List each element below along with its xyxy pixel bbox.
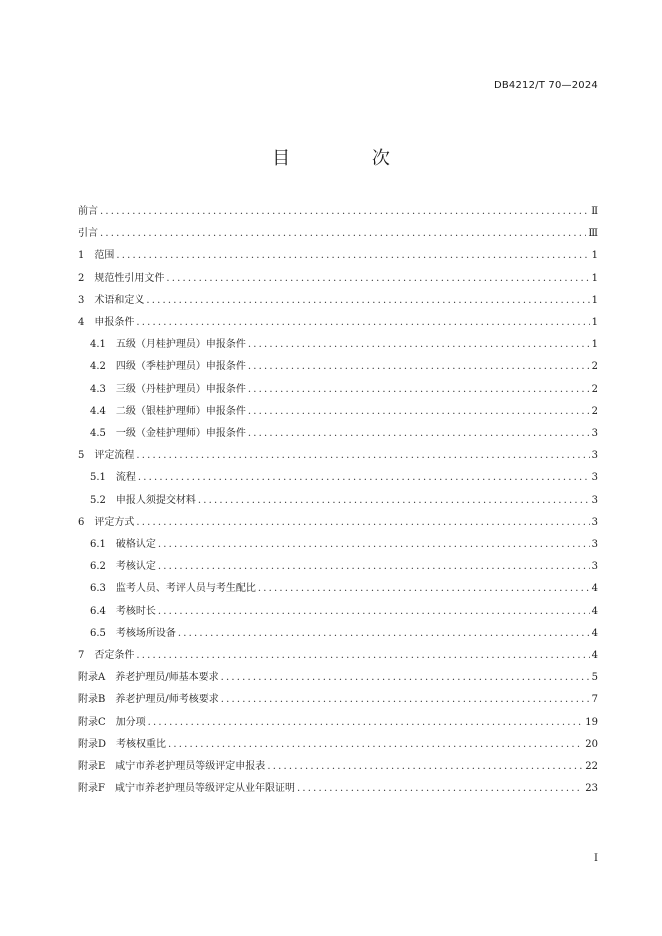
toc-entry[interactable]: [78, 447, 598, 463]
toc-entry-label: 4 申报条件: [78, 317, 135, 328]
toc-entry-label: 1 范围: [78, 250, 115, 262]
toc-entry-label: 4.3 三级（丹桂护理员）申报条件: [90, 383, 246, 395]
toc-entry[interactable]: [78, 314, 598, 330]
toc-entry-page: 1: [591, 272, 598, 284]
toc-entry-label: 附录B 养老护理员/师考核要求: [78, 694, 219, 706]
toc-entry-page: 4: [591, 627, 598, 639]
toc-entry-page: 3: [591, 428, 598, 439]
toc-entry-label: 6.3 监考人员、考评人员与考生配比: [90, 583, 256, 595]
page-title: 目 次: [272, 148, 428, 169]
toc-dot-leader: [248, 383, 590, 397]
toc-entry-page: 4: [591, 583, 598, 595]
toc-dot-leader: [248, 405, 590, 419]
toc-dot-leader: [158, 605, 590, 619]
toc-dot-leader: [100, 227, 586, 241]
toc-entry[interactable]: [78, 647, 598, 663]
document-code: DB4212/T 70—2024: [493, 80, 598, 91]
toc-entry-label: 4.5 一级（金桂护理师）申报条件: [90, 428, 246, 439]
toc-entry[interactable]: [90, 469, 598, 485]
toc-entry[interactable]: [78, 247, 598, 263]
toc-entry-page: 3: [591, 472, 598, 484]
toc-dot-leader: [178, 627, 590, 641]
toc-entry[interactable]: [78, 292, 598, 308]
toc-entry[interactable]: [90, 558, 598, 574]
toc-entry-page: 3: [591, 561, 598, 573]
toc-entry[interactable]: [78, 780, 598, 796]
toc-dot-leader: [158, 560, 590, 574]
toc-entry-page: 1: [591, 294, 598, 306]
toc-entry[interactable]: [90, 625, 598, 641]
toc-dot-leader: [221, 671, 590, 685]
toc-entry-label: 4.2 四级（季桂护理员）申报条件: [90, 361, 246, 373]
toc-entry-label: 前言: [78, 206, 98, 217]
toc-entry[interactable]: [78, 514, 598, 530]
toc-entry[interactable]: [90, 580, 598, 596]
toc-entry[interactable]: [90, 336, 598, 352]
toc-entry-page: 5: [591, 672, 598, 684]
toc-entry-label: 附录E 咸宁市养老护理员等级评定申报表: [78, 761, 266, 772]
toc-dot-leader: [267, 760, 583, 774]
toc-entry[interactable]: [78, 669, 598, 685]
toc-entry-label: 6.1 破格认定: [90, 539, 156, 550]
toc-dot-leader: [198, 494, 590, 508]
toc-dot-leader: [136, 449, 589, 463]
toc-entry-page: 23: [585, 783, 598, 795]
toc-dot-leader: [116, 249, 589, 263]
toc-entry-page: 22: [585, 761, 598, 772]
toc-entry-label: 7 否定条件: [78, 650, 135, 661]
toc-entry[interactable]: [90, 492, 598, 508]
toc-entry-label: 6.5 考核场所设备: [90, 627, 176, 639]
toc-dot-leader: [136, 316, 589, 330]
toc-entry-label: 6 评定方式: [78, 516, 135, 528]
toc-entry-page: 1: [591, 339, 598, 351]
toc-entry[interactable]: [78, 203, 598, 219]
toc-entry[interactable]: [78, 270, 598, 286]
toc-entry-label: 6.2 考核认定: [90, 561, 156, 573]
toc-entry-label: 附录F 咸宁市养老护理员等级评定从业年限证明: [78, 783, 295, 795]
toc-entry-label: 引言: [78, 228, 98, 240]
toc-entry-page: 4: [591, 605, 598, 617]
toc-entry-label: 6.4 考核时长: [90, 605, 156, 617]
toc-dot-leader: [146, 294, 589, 308]
toc-dot-leader: [168, 738, 583, 752]
toc-entry-page: Ⅲ: [588, 228, 598, 240]
toc-entry-page: 19: [585, 716, 598, 728]
toc-entry-label: 5.1 流程: [90, 472, 136, 484]
toc-entry-page: 3: [591, 494, 598, 506]
toc-dot-leader: [136, 516, 589, 530]
toc-entry-page: 1: [591, 317, 598, 328]
toc-entry-page: 4: [591, 650, 598, 661]
toc-entry-label: 5 评定流程: [78, 450, 135, 462]
toc-entry-label: 附录A 养老护理员/师基本要求: [78, 672, 219, 684]
toc-entry[interactable]: [78, 225, 598, 241]
toc-entry-label: 5.2 申报人须提交材料: [90, 494, 196, 506]
toc-entry[interactable]: [90, 603, 598, 619]
toc-dot-leader: [258, 582, 590, 596]
toc-dot-leader: [136, 649, 589, 663]
toc-dot-leader: [297, 782, 583, 796]
toc-entry-page: 3: [591, 539, 598, 550]
toc-dot-leader: [248, 338, 590, 352]
toc-dot-leader: [100, 205, 589, 219]
toc-entry-page: Ⅱ: [591, 206, 598, 217]
toc-entry-page: 2: [591, 361, 598, 373]
toc-dot-leader: [248, 360, 590, 374]
toc-entry-label: 附录D 考核权重比: [78, 738, 167, 750]
toc-dot-leader: [221, 693, 590, 707]
toc-entry-label: 3 术语和定义: [78, 294, 145, 306]
toc-entry[interactable]: [90, 403, 598, 419]
toc-entry-page: 20: [585, 738, 598, 750]
toc-entry-page: 2: [591, 405, 598, 417]
toc-entry[interactable]: [90, 425, 598, 441]
toc-entry[interactable]: [78, 758, 598, 774]
toc-dot-leader: [166, 272, 589, 286]
toc-entry-label: 4.1 五级（月桂护理员）申报条件: [90, 339, 246, 351]
toc-entry[interactable]: [90, 358, 598, 374]
toc-entry-page: 7: [591, 694, 598, 706]
toc-entry-label: 附录C 加分项: [78, 716, 146, 728]
toc-dot-leader: [248, 427, 590, 441]
toc-dot-leader: [138, 471, 590, 485]
toc-entry[interactable]: [90, 381, 598, 397]
toc-dot-leader: [158, 538, 590, 552]
toc-entry[interactable]: [90, 536, 598, 552]
toc-entry-page: 3: [591, 516, 598, 528]
toc-entry[interactable]: [78, 691, 598, 707]
toc-entry-label: 2 规范性引用文件: [78, 272, 165, 284]
toc-dot-leader: [148, 716, 584, 730]
toc-entry-page: 1: [591, 250, 598, 262]
toc-entry[interactable]: [78, 714, 598, 730]
page-number: I: [594, 853, 598, 864]
toc-entry-page: 2: [591, 383, 598, 395]
toc-entry[interactable]: [78, 736, 598, 752]
toc-entry-label: 4.4 二级（银桂护理师）申报条件: [90, 405, 246, 417]
toc-entry-page: 3: [591, 450, 598, 462]
